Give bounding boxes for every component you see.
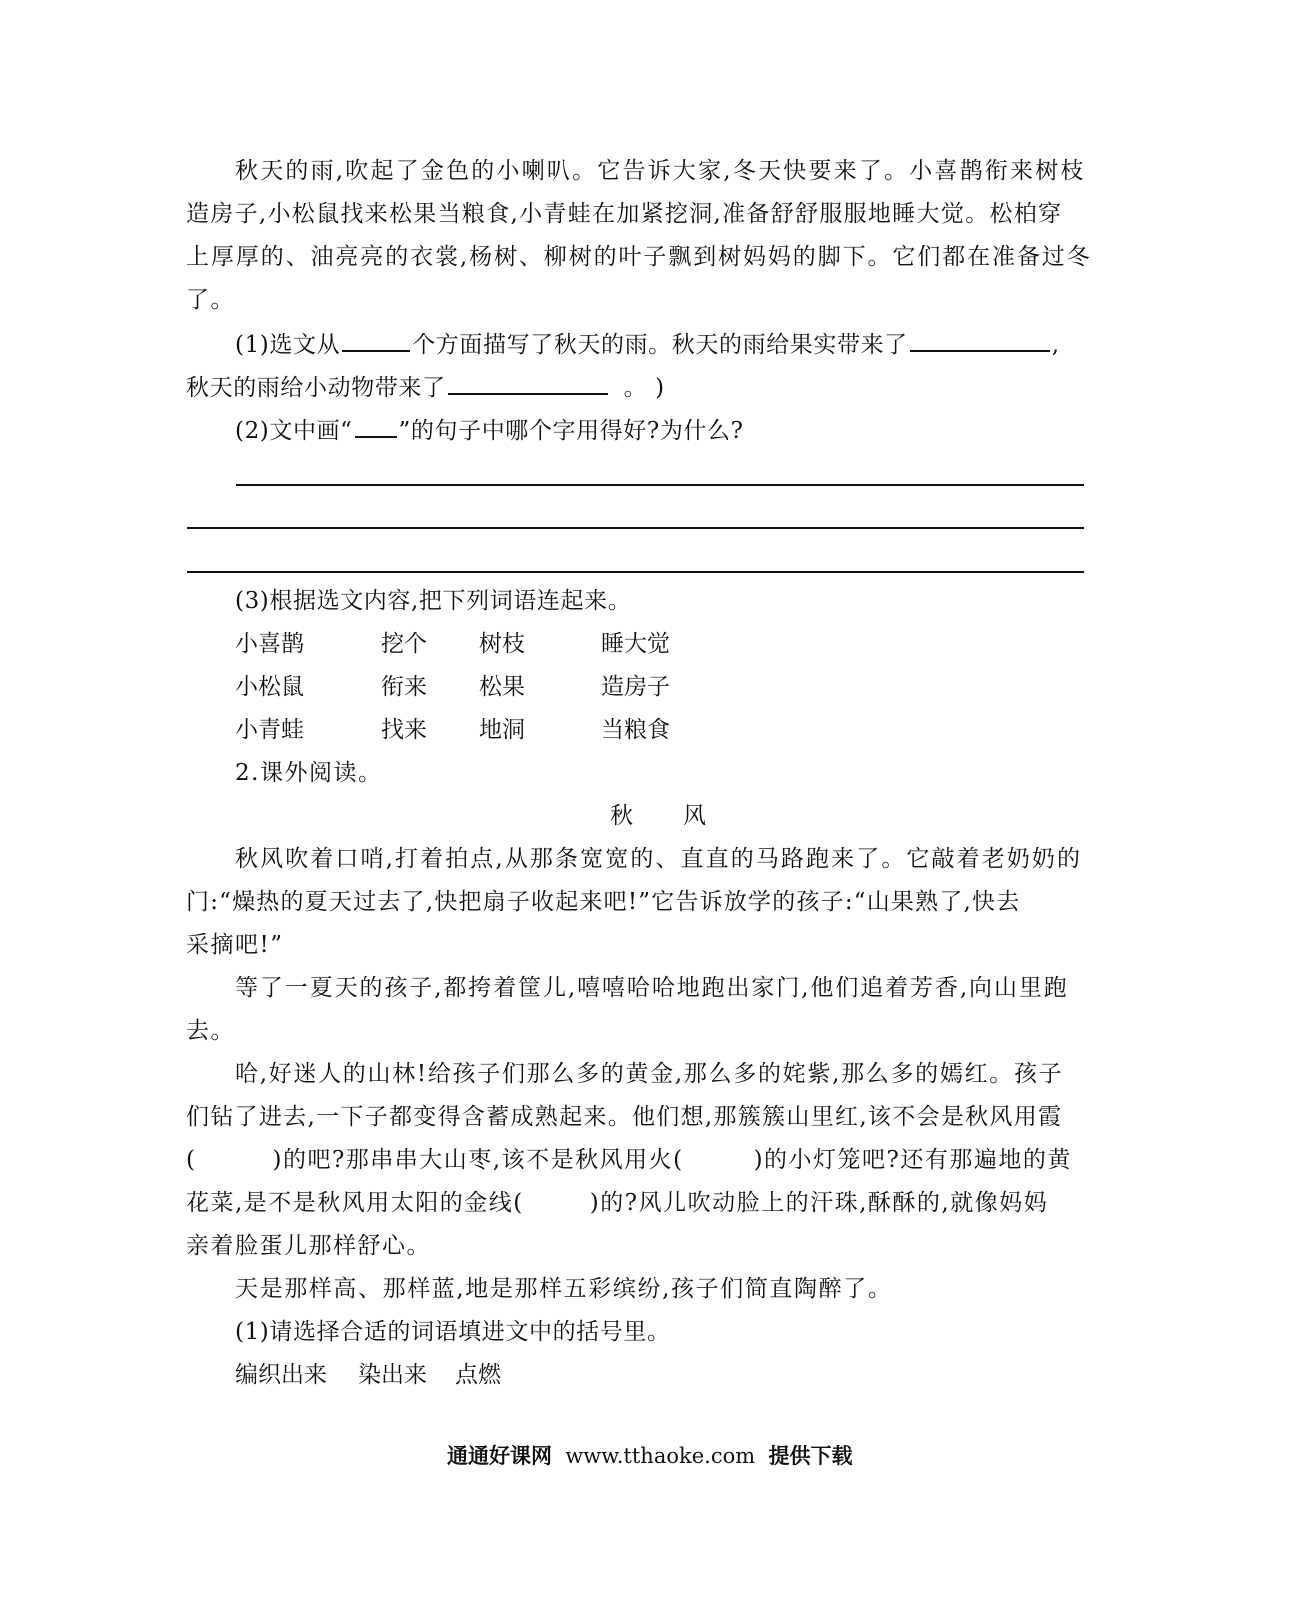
question-2-before: (2)文中画“: [235, 418, 353, 444]
match-word[interactable]: 地洞: [479, 717, 525, 743]
passage-title: 秋: [610, 803, 633, 829]
match-word[interactable]: 松果: [479, 674, 525, 700]
question-1: [235, 328, 1060, 360]
passage1-line: 造房子,小松鼠找来松果当粮食,小青蛙在加紧挖洞,准备舒舒服服地睡大觉。松柏穿: [186, 201, 1063, 227]
match-word[interactable]: 小喜鹊: [235, 631, 304, 657]
passage2-line: 天是那样高、那样蓝,地是那样五彩缤纷,孩子们简直陶醉了。: [235, 1276, 893, 1302]
passage1-line: 了。: [186, 287, 235, 313]
passage2-line: 们钻了进去,一下子都变得含蓄成熟起来。他们想,那簇簇山里红,该不会是秋风用霞: [186, 1104, 1063, 1130]
footer-site-name: 通通好课网: [447, 1444, 552, 1468]
match-word[interactable]: 睡大觉: [601, 631, 670, 657]
question-2: [235, 414, 744, 446]
answer-blank[interactable]: [448, 371, 608, 395]
word-option: 点燃: [455, 1362, 501, 1388]
passage-title: 风: [683, 803, 706, 829]
question-1-line2a: 秋天的雨给小动物带来了: [186, 375, 446, 401]
passage2-line: 采摘吧!”: [186, 932, 284, 958]
footer-url[interactable]: www.tthaoke.com: [565, 1444, 756, 1468]
answer-line[interactable]: [187, 527, 1084, 529]
word-option: 染出来: [358, 1362, 427, 1388]
passage1-line: 秋天的雨,吹起了金色的小喇叭。它告诉大家,冬天快要来了。小喜鹊衔来树枝: [235, 158, 1086, 184]
answer-line[interactable]: [236, 484, 1084, 486]
passage1-line: 上厚厚的、油亮亮的衣裳,杨树、柳树的叶子飘到树妈妈的脚下。它们都在准备过冬: [186, 244, 1092, 270]
question-fill-prompt: (1)请选择合适的词语填进文中的括号里。: [235, 1319, 671, 1345]
question-1-line2b: 。 ): [623, 375, 665, 401]
passage2-line: [186, 1145, 1072, 1175]
match-word[interactable]: 小青蛙: [235, 717, 304, 743]
answer-blank[interactable]: [910, 328, 1050, 352]
match-word[interactable]: 衔来: [381, 674, 427, 700]
text-fragment: )的?风儿吹动脸上的汗珠,酥酥的,就像妈妈: [589, 1190, 1049, 1216]
match-word[interactable]: 当粮食: [601, 717, 670, 743]
match-word[interactable]: 找来: [381, 717, 427, 743]
passage2-line: 哈,好迷人的山林!给孩子们那么多的黄金,那么多的姹紫,那么多的嫣红。孩子: [235, 1061, 1064, 1087]
match-word[interactable]: 树枝: [479, 631, 525, 657]
text-fragment: (: [186, 1147, 197, 1173]
question-3-prompt: (3)根据选文内容,把下列词语连起来。: [235, 588, 632, 614]
passage2-line: 等了一夏天的孩子,都挎着筐儿,嘻嘻哈哈地跑出家门,他们追着芳香,向山里跑: [235, 975, 1069, 1001]
answer-line[interactable]: [187, 571, 1084, 573]
question-1-part3: ,: [1051, 332, 1060, 358]
section-heading: 2.课外阅读。: [235, 760, 383, 786]
match-word[interactable]: 挖个: [381, 631, 427, 657]
word-option: 编织出来: [235, 1362, 327, 1388]
passage2-line: 亲着脸蛋儿那样舒心。: [186, 1233, 431, 1259]
underline-sample: [355, 414, 397, 438]
question-2-after: ”的句子中哪个字用得好?为什么?: [398, 418, 744, 444]
match-word[interactable]: 造房子: [601, 674, 670, 700]
answer-blank[interactable]: [342, 328, 410, 352]
text-fragment: )的吧?那串串大山枣,该不是秋风用火(: [272, 1147, 684, 1173]
passage2-line: 秋风吹着口哨,打着拍点,从那条宽宽的、直直的马路跑来了。它敲着老奶奶的: [235, 846, 1083, 872]
text-fragment: )的小灯笼吧?还有那遍地的黄: [753, 1147, 1072, 1173]
question-1-line2: [186, 371, 665, 403]
match-word[interactable]: 小松鼠: [235, 674, 304, 700]
passage2-line: 门:“燥热的夏天过去了,快把扇子收起来吧!”它告诉放学的孩子:“山果熟了,快去: [186, 889, 1021, 915]
footer: [447, 1440, 852, 1470]
question-1-part1: (1)选文从: [235, 332, 341, 358]
passage2-line: 去。: [186, 1018, 235, 1044]
question-1-part2: 个方面描写了秋天的雨。秋天的雨给果实带来了: [412, 332, 908, 358]
passage2-line: [186, 1188, 1048, 1218]
footer-download-text: 提供下载: [768, 1444, 853, 1468]
text-fragment: 花菜,是不是秋风用太阳的金线(: [186, 1190, 524, 1216]
